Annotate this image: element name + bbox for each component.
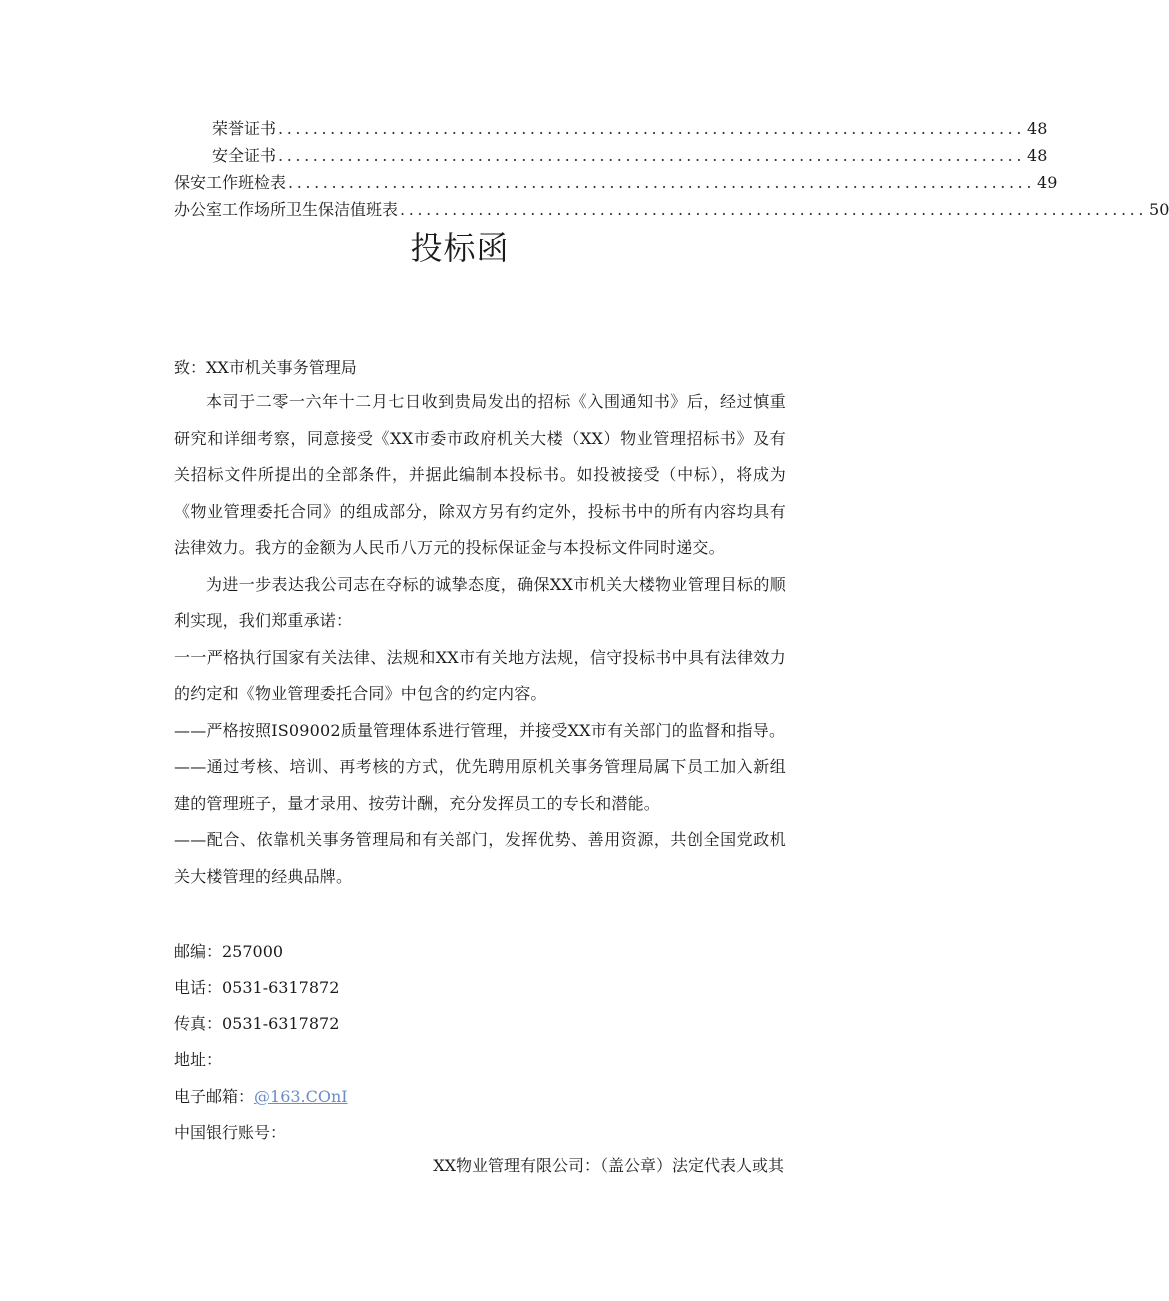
email-line: [174, 1085, 348, 1109]
address: 地址：: [174, 1050, 223, 1069]
toc-entry[interactable]: [212, 145, 1048, 167]
toc-entry[interactable]: [174, 199, 1169, 221]
toc-entry-page: 49: [1037, 173, 1058, 192]
paragraph: [174, 640, 786, 713]
toc-leader-dots: ......................................................................................: [278, 119, 1026, 138]
paragraph-text: 本司于二零一六年十二月七日收到贵局发出的招标《入围通知书》后，经过慎重研究和详细考察，同意接受《XX市委市政府机关大楼（XX）物业管理招标书》及有关招标文件所提出的全部条件，并据此编制本投标书。如投被接受（中标），将成为《物业管理委托合同》的组成部分，除双方另有约定外，投标书中的所有内容均具有法律效力。我方的金额为人民币八万元的投标保证金与本投标文件同时递交。: [174, 392, 786, 557]
email-link[interactable]: @163.COnI: [254, 1087, 348, 1106]
salutation: 致：XX市机关事务管理局: [174, 358, 357, 377]
email-label: 电子邮箱：: [174, 1087, 255, 1106]
toc-leader-dots: ......................................................................................: [288, 173, 1036, 192]
phone: 电话：0531-6317872: [174, 978, 340, 997]
toc-entry[interactable]: [174, 172, 1058, 194]
toc-entry-page: 48: [1027, 119, 1048, 138]
postcode: 邮编：257000: [174, 942, 284, 961]
page-title: 投标函: [410, 229, 510, 267]
letter-body: [174, 384, 786, 895]
toc-leader-dots: ......................................................................................: [278, 146, 1026, 165]
paragraph: [174, 384, 786, 567]
paragraph-text: ——严格按照IS09002质量管理体系进行管理，并接受XX市有关部门的监督和指导。: [174, 720, 786, 740]
paragraph: [174, 749, 786, 822]
toc-entry-title: 荣誉证书: [212, 119, 277, 138]
paragraph-text: ——配合、依靠机关事务管理局和有关部门，发挥优势、善用资源，共创全国党政机关大楼管理的经典品牌。: [174, 830, 786, 886]
toc-entry-title: 办公室工作场所卫生保洁值班表: [174, 200, 399, 219]
fax: 传真：0531-6317872: [174, 1014, 340, 1033]
paragraph: [174, 567, 786, 640]
paragraph: [174, 713, 786, 750]
toc-entry-title: 保安工作班检表: [174, 173, 287, 192]
bank-account: 中国银行账号：: [174, 1123, 287, 1142]
paragraph-text: 为进一步表达我公司志在夺标的诚挚态度，确保XX市机关大楼物业管理目标的顺利实现，我们郑重承诺：: [174, 574, 786, 630]
toc-leader-dots: ......................................................................................: [400, 200, 1148, 219]
paragraph-text: 一一严格执行国家有关法律、法规和XX市有关地方法规，信守投标书中具有法律效力的约定和《物业管理委托合同》中包含的约定内容。: [174, 647, 786, 703]
toc-entry-page: 48: [1027, 146, 1048, 165]
paragraph-text: ——通过考核、培训、再考核的方式，优先聘用原机关事务管理局属下员工加入新组建的管理班子，量才录用、按劳计酬，充分发挥员工的专长和潜能。: [174, 757, 786, 813]
toc-entry-page: 50: [1149, 200, 1169, 219]
signature-line: XX物业管理有限公司：（盖公章）法定代表人或其: [433, 1156, 784, 1175]
toc-entry[interactable]: [212, 118, 1048, 140]
toc-entry-title: 安全证书: [212, 146, 277, 165]
paragraph: [174, 822, 786, 895]
